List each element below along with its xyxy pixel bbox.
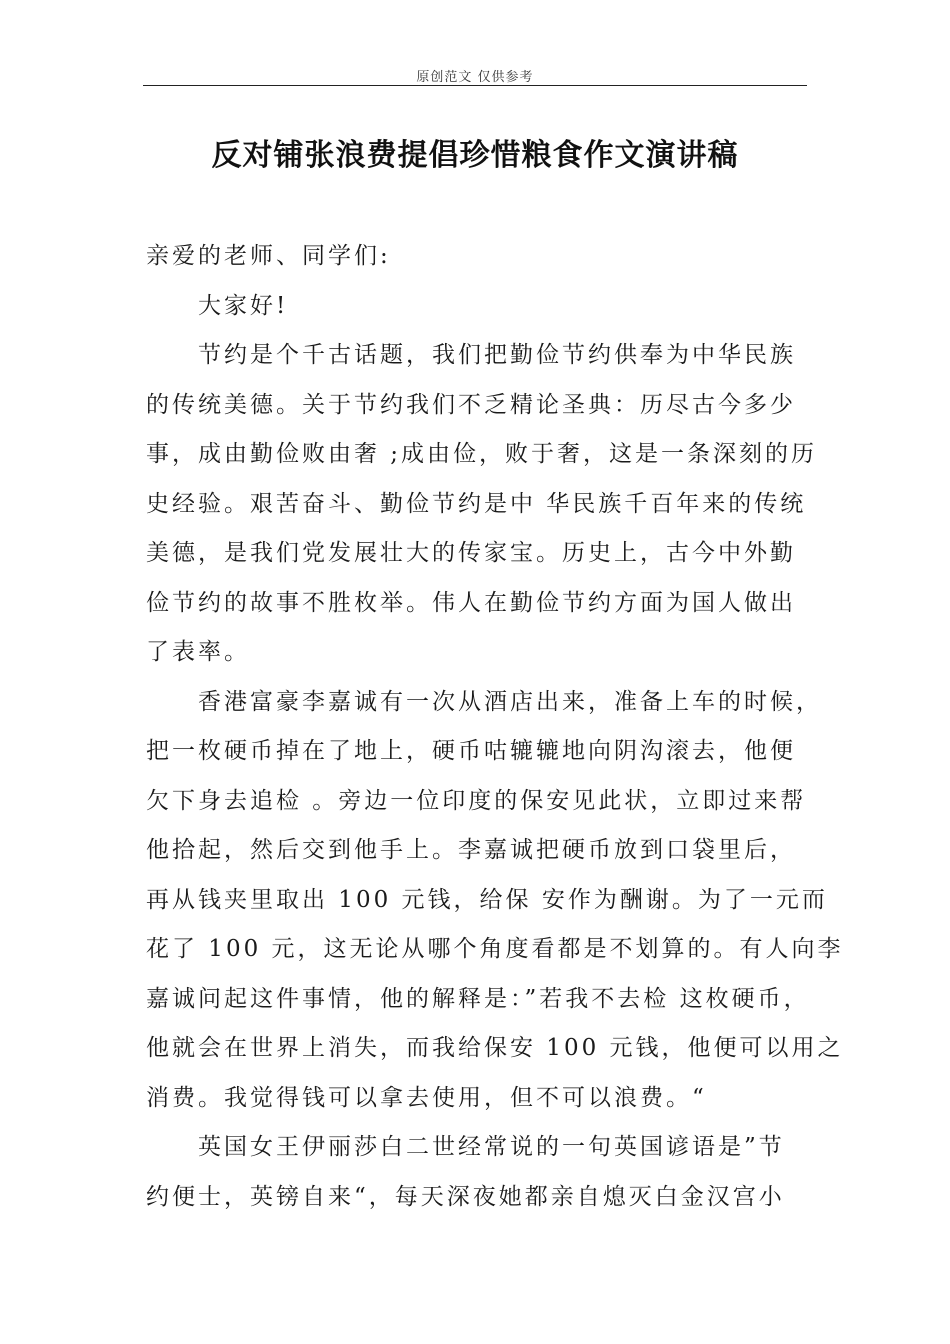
paragraph-line: 再从钱夹里取出 100 元钱，给保 安作为酬谢。为了一元而 (146, 886, 828, 913)
paragraph-2 (146, 678, 844, 1124)
greeting: 大家好! (198, 292, 289, 319)
paragraph-line: 史经验。艰苦奋斗、勤俭节约是中 华民族千百年来的传统 (146, 490, 807, 517)
paragraph-line: 消费。我觉得钱可以拿去使用，但不可以浪费。“ (146, 1084, 707, 1111)
paragraph-line: 美德，是我们党发展壮大的传家宝。历史上，古今中外勤 (146, 540, 796, 566)
paragraph-line: 嘉诚问起这件事情，他的解释是：”若我不去检 这枚硬币， (146, 985, 810, 1012)
paragraph-line: 英国女王伊丽莎白二世经常说的一句英国谚语是”节 (198, 1134, 785, 1160)
header-rule (143, 85, 807, 86)
paragraph-line: 约便士，英镑自来“，每天深夜她都亲自熄灭白金汉宫小 (146, 1183, 785, 1210)
paragraph-line: 他拾起，然后交到他手上。李嘉诚把硬币放到口袋里后， (146, 837, 796, 863)
paragraph-line: 香港富豪李嘉诚有一次从酒店出来，准备上车的时候， (198, 688, 822, 715)
paragraph-line: 他就会在世界上消失，而我给保安 100 元钱，他便可以用之 (146, 1035, 844, 1061)
paragraph-line: 的传统美德。关于节约我们不乏精论圣典：历尽古今多少 (146, 391, 796, 418)
document-body (146, 232, 844, 1222)
paragraph-3 (146, 1123, 821, 1222)
paragraph-line: 事，成由勤俭败由奢 ;成由俭，败于奢，这是一条深刻的历 (146, 441, 818, 467)
page-header: 原创范文 仅供参考 (416, 70, 534, 85)
paragraph-line: 花了 100 元，这无论从哪个角度看都是不划算的。有人向李 (146, 936, 844, 962)
paragraph-1 (146, 331, 821, 678)
paragraph-line: 欠下身去追检 。旁边一位印度的保安见此状，立即过来帮 (146, 787, 807, 814)
salutation: 亲爱的老师、同学们: (146, 243, 391, 269)
paragraph-line: 俭节约的故事不胜枚举。伟人在勤俭节约方面为国人做出 (146, 589, 796, 616)
paragraph-line: 把一枚硬币掉在了地上，硬币咕辘辘地向阴沟滚去，他便 (146, 738, 796, 764)
paragraph-line: 了表率。 (146, 639, 250, 665)
paragraph-line: 节约是个千古话题，我们把勤俭节约供奉为中华民族 (198, 342, 796, 368)
document-title: 反对铺张浪费提倡珍惜粮食作文演讲稿 (211, 138, 739, 173)
